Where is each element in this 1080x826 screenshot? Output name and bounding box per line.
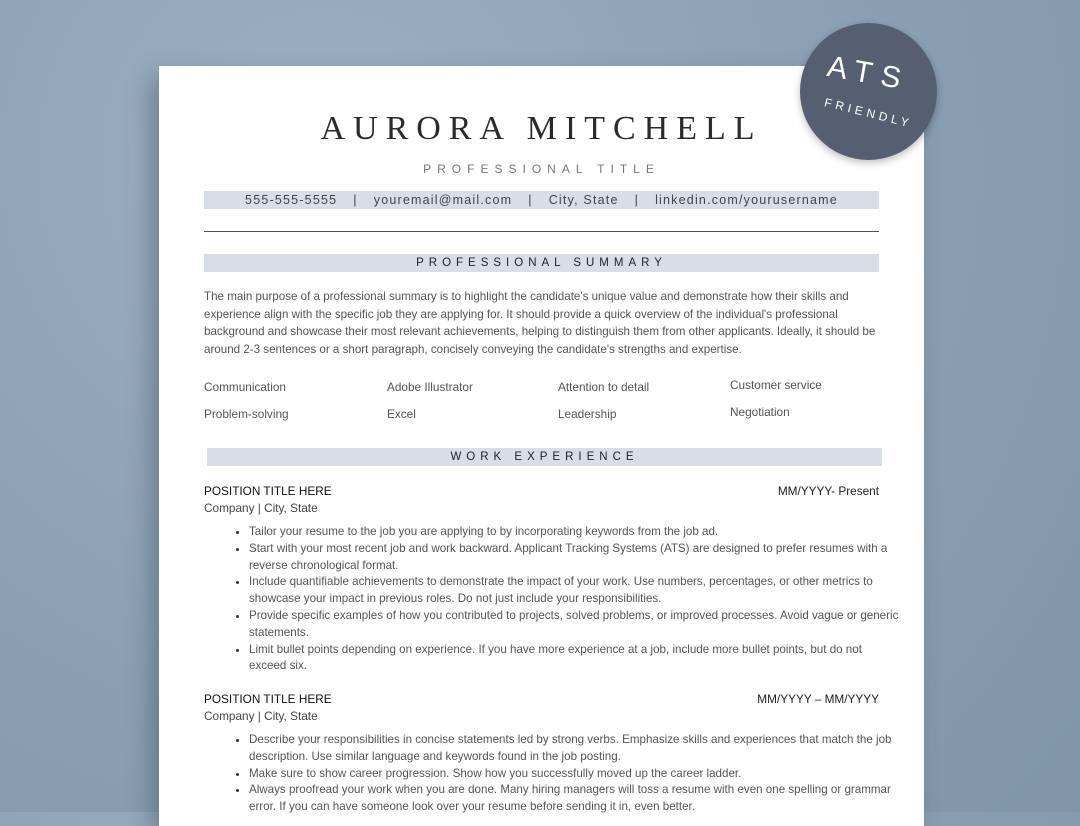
separator: | xyxy=(528,193,533,207)
job-company: Company | City, State xyxy=(204,501,318,515)
job-dates: MM/YYYY- Present xyxy=(777,484,879,498)
bullet-item: • Limit bullet points depending on experience. If you have more experience at a job, include more bullet points, but do not exceed six. xyxy=(249,642,899,676)
linkedin-url: linkedin.com/yourusername xyxy=(655,193,838,207)
skill-item: Leadership xyxy=(558,407,617,421)
job-bullet-list xyxy=(229,732,899,816)
bullet-item: • Tailor your resume to the job you are applying to by incorporating keywords from the job ad. xyxy=(249,524,899,541)
skill-item: Negotiation xyxy=(730,405,790,419)
bullet-item: • Make sure to show career progression. Show how you successfully moved up the career ladder. xyxy=(249,766,899,783)
resume-page xyxy=(159,66,924,826)
divider-line xyxy=(204,231,879,232)
experience-heading: WORK EXPERIENCE xyxy=(207,448,882,466)
summary-heading: PROFESSIONAL SUMMARY xyxy=(204,254,879,272)
phone-number: 555-555-5555 xyxy=(245,193,338,207)
skill-item: Adobe Illustrator xyxy=(387,380,473,394)
candidate-name: AURORA MITCHELL xyxy=(320,110,763,147)
skill-item: Attention to detail xyxy=(558,380,650,394)
skill-item: Problem-solving xyxy=(204,407,289,421)
job-dates: MM/YYYY – MM/YYYY xyxy=(757,692,879,706)
separator: | xyxy=(353,193,358,207)
ats-friendly-badge xyxy=(800,23,937,160)
job-title: POSITION TITLE HERE xyxy=(204,484,332,498)
location: City, State xyxy=(548,193,619,207)
job-bullet-list xyxy=(229,524,899,675)
summary-text: The main purpose of a professional summary is to highlight the candidate's unique value and demonstrate how their skills and experience align with the specific job they are applying for. It should provide a quick overview of the individual's professional background and showcase their most relevant achievements, helping to distinguish them from other applicants. Ideally, it should be around 2-3 sentences or a short paragraph, concisely conveying the candidate's strengths and expertise. xyxy=(204,290,876,356)
skill-item: Communication xyxy=(204,380,286,394)
bullet-item: • Describe your responsibilities in concise statements led by strong verbs. Emphasize skills and experiences that match the job description. Use similar language and keywords found in the job posting. xyxy=(249,732,899,766)
separator: | xyxy=(634,193,640,207)
bullet-item: • Always proofread your work when you are done. Many hiring managers will toss a resume with even one spelling or grammar error. If you can have someone look over your resume before sending it in, even better. xyxy=(249,782,899,816)
job-company: Company | City, State xyxy=(204,709,318,723)
badge-friendly-text: FRIENDLY xyxy=(822,95,915,131)
contact-bar xyxy=(204,191,879,209)
skill-item: Customer service xyxy=(730,378,822,392)
job-title: POSITION TITLE HERE xyxy=(204,692,332,706)
skill-item: Excel xyxy=(387,407,416,421)
bullet-item: • Provide specific examples of how you contributed to projects, solved problems, or improved processes. Avoid vague or generic statements. xyxy=(249,608,899,642)
bullet-item: • Start with your most recent job and work backward. Applicant Tracking Systems (ATS) are designed to prefer resumes with a reverse chronological format. xyxy=(249,541,899,575)
bullet-item: • Include quantifiable achievements to demonstrate the impact of your work. Use numbers, percentages, or other metrics to showcase your impact in previous roles. Do not just include your responsibilities. xyxy=(249,574,899,608)
email-address: youremail@mail.com xyxy=(373,193,513,207)
badge-ats-text: ATS xyxy=(824,50,913,97)
professional-title: PROFESSIONAL TITLE xyxy=(423,162,660,176)
